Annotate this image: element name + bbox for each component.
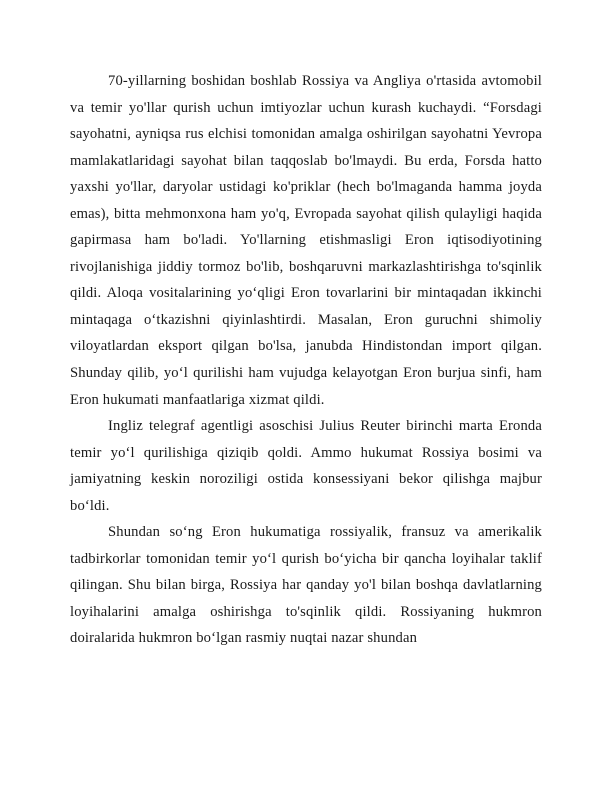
paragraph-1: 70-yillarning boshidan boshlab Rossiya va Angliya o'rtasida avtomobil va temir yo'llar qurish uchun imtiyozlar uchun kurash kuchaydi. “Forsdagi sayohatni, ayniqsa rus elchisi tomonidan amalga oshirilgan sayohatni Yevropa mamlakatlaridagi sayohat bilan taqqoslab bo'lmaydi. Bu erda, Forsda hatto yaxshi yo'llar, daryolar ustidagi ko'priklar (hech bo'lmaganda hamma joyda emas), bitta mehmonxona ham yo'q, Evropada sayohat qilish qulayligi haqida gapirmasa ham bo'ladi. Yo'llarning etishmasligi Eron iqtisodiyotining rivojlanishiga jiddiy tormoz bo'lib, boshqaruvni markazlashtirishga to'sqinlik qildi. Aloqa vositalarining yo‘qligi Eron tovarlarini bir mintaqadan ikkinchi mintaqaga o‘tkazishni qiyinlashtirdi. Masalan, Eron guruchni shimoliy viloyatlardan eksport qilgan bo'lsa, janubda Hindistondan import qilgan. Shunday qilib, yo‘l qurilishi ham vujudga kelayotgan Eron burjua sinfi, ham Eron hukumati manfaatlariga xizmat qildi. [70, 73, 542, 408]
paragraph-3: Shundan so‘ng Eron hukumatiga rossiyalik, fransuz va amerikalik tadbirkorlar tomonidan temir yo‘l qurish bo‘yicha bir qancha loyihalar taklif qilingan. Shu bilan birga, Rossiya har qanday yo'l bilan boshqa davlatlarning loyihalarini amalga oshirishga to'sqinlik qildi. Rossiyaning hukmron doiralarida hukmron bo‘lgan rasmiy nuqtai nazar shundan [70, 524, 542, 647]
paragraph-2: Ingliz telegraf agentligi asoschisi Julius Reuter birinchi marta Eronda temir yo‘l qurilishiga qiziqib qoldi. Ammo hukumat Rossiya bosimi va jamiyatning keskin noroziligi ostida konsessiyani bekor qilishga majbur bo‘ldi. [70, 418, 542, 514]
body-text [70, 68, 542, 652]
